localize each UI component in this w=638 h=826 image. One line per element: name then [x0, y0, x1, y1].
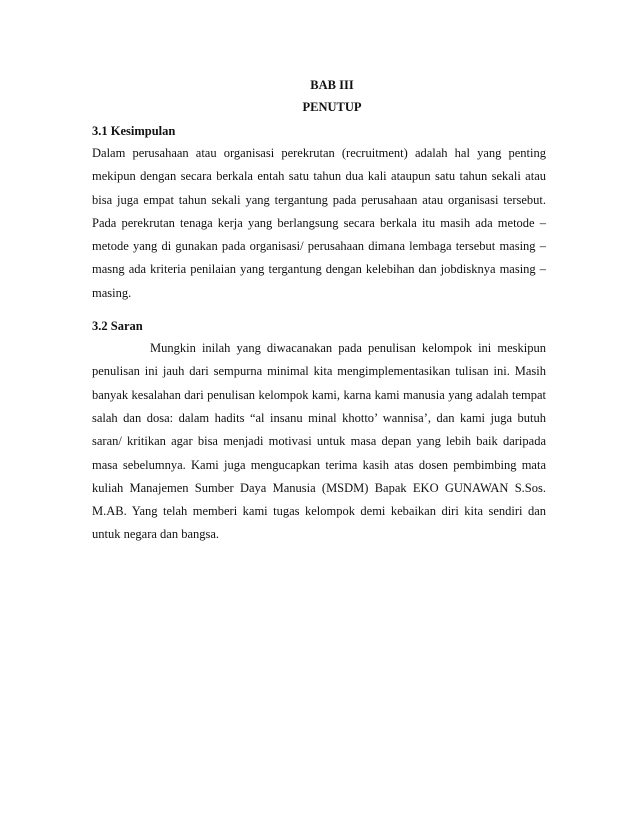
- chapter-title: BAB III: [310, 78, 354, 92]
- section-heading-kesimpulan: 3.1 Kesimpulan: [92, 124, 176, 138]
- paragraph-saran: Mungkin inilah yang diwacanakan pada penulisan kelompok ini meskipun penulisan ini jauh dari sempurna minimal kita mengimplementasikan tulisan ini. Masih banyak kesalahan dari penulisan kelompok kami, karna kami manusia yang adalah tempat salah dan dosa: dalam hadits “al insanu minal khotto’ wannisa’, dan kami juga butuh saran/ kritikan agar bisa menjadi motivasi untuk masa depan yang lebih baik daripada masa sebelumnya. Kami juga mengucapkan terima kasih atas dosen pembimbing mata kuliah Manajemen Sumber Daya Manusia (MSDM) Bapak EKO GUNAWAN S.Sos. M.AB. Yang telah memberi kami tugas kelompok demi kebaikan diri kita sendiri dan untuk negara dan bangsa.: [92, 341, 546, 542]
- chapter-subtitle: PENUTUP: [302, 100, 362, 114]
- section-heading-saran: 3.2 Saran: [92, 319, 143, 334]
- paragraph-kesimpulan: Dalam perusahaan atau organisasi perekrutan (recruitment) adalah hal yang penting mekipun dengan secara berkala entah satu tahun dua kali ataupun satu tahun sekali atau bisa juga empat tahun sekali yang tergantung pada perusahaan atau organisasi tersebut. Pada perekrutan tenaga kerja yang berlangsung secara berkala itu masih ada metode – metode yang di gunakan pada organisasi/ perusahaan dimana lembaga tersebut masing – masng ada kriteria penilaian yang tergantung dengan kelebihan dan jobdisknya masing – masing.: [92, 146, 546, 300]
- document-content: [92, 74, 546, 547]
